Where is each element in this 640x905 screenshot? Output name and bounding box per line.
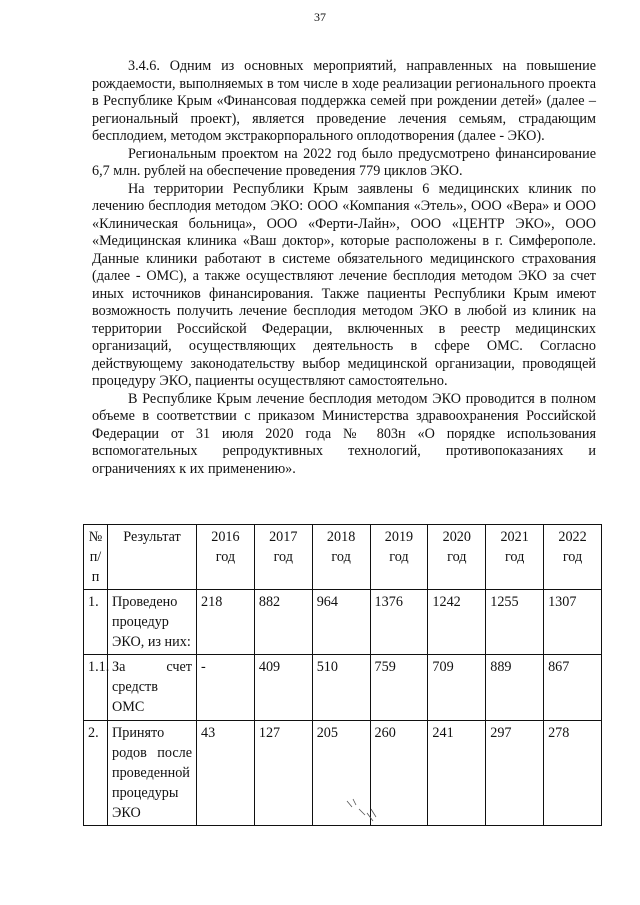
cell-value: 127 <box>254 721 312 826</box>
page-number: 37 <box>314 10 326 24</box>
pen-mark <box>343 795 383 825</box>
row-number: 2. <box>84 721 108 826</box>
header-result: Результат <box>108 525 197 590</box>
cell-value: 882 <box>254 590 312 655</box>
cell-value: 205 <box>312 721 370 826</box>
row-number: 1. <box>84 590 108 655</box>
cell-value: 241 <box>428 721 486 826</box>
cell-value: 43 <box>197 721 255 826</box>
paragraph: В Республике Крым лечение бесплодия методом ЭКО проводится в полном объеме в соответствии с приказом Министерства здравоохранения Российской Федерации от 31 июля 2020 года № 803н «О порядке использования вспомогательных репродуктивных технологий, противопоказаниях и ограничениях к их применению». <box>92 390 596 477</box>
cell-value: 278 <box>544 721 602 826</box>
table-row <box>84 655 602 721</box>
eco-results-table <box>83 524 602 826</box>
header-year: 2016 год <box>197 525 255 590</box>
header-year: 2020 год <box>428 525 486 590</box>
header-year: 2021 год <box>486 525 544 590</box>
paragraph: Региональным проектом на 2022 год было предусмотрено финансирование 6,7 млн. рублей на обеспечение проведения 779 циклов ЭКО. <box>92 145 596 179</box>
document-body <box>92 58 596 478</box>
cell-value: 297 <box>486 721 544 826</box>
row-result: Проведено процедур ЭКО, из них: <box>108 590 197 655</box>
cell-value: 1307 <box>544 590 602 655</box>
header-year: 2019 год <box>370 525 428 590</box>
cell-value: 510 <box>312 655 370 721</box>
cell-value: 709 <box>428 655 486 721</box>
cell-value: 1376 <box>370 590 428 655</box>
header-year: 2017 год <box>254 525 312 590</box>
cell-value: 409 <box>254 655 312 721</box>
cell-value: 1242 <box>428 590 486 655</box>
table-row <box>84 590 602 655</box>
cell-value: 1255 <box>486 590 544 655</box>
row-number: 1.1. <box>84 655 108 721</box>
cell-value: 964 <box>312 590 370 655</box>
cell-value: 260 <box>370 721 428 826</box>
cell-value: 759 <box>370 655 428 721</box>
cell-value: 218 <box>197 590 255 655</box>
header-number: № п/п <box>84 525 108 590</box>
row-result: Принято родов после проведенной процедуры ЭКО <box>108 721 197 826</box>
cell-value: 867 <box>544 655 602 721</box>
table-header-row <box>84 525 602 590</box>
paragraph: 3.4.6. Одним из основных мероприятий, направленных на повышение рождаемости, выполняемых в том числе в ходе реализации регионального проекта в Республике Крым «Финансовая поддержка семей при рождении детей» (далее – региональный проект), является проведение лечения семьям, страдающим бесплодием, методом экстракорпорального оплодотворения (далее - ЭКО). <box>92 58 596 144</box>
cell-value: 889 <box>486 655 544 721</box>
header-year: 2018 год <box>312 525 370 590</box>
header-year: 2022 год <box>544 525 602 590</box>
paragraph: На территории Республики Крым заявлены 6 медицинских клиник по лечению бесплодия методом ЭКО: ООО «Компания «Этель», ООО «Вера» и ООО «Клиническая больница», ООО «Ферти-Лайн», ООО «ЦЕНТР ЭКО», ООО «Медицинская клиника «Ваш доктор», которые расположены в г. Симферополе. Данные клиники работают в системе обязательного медицинского страхования (далее - ОМС), а также осуществляют лечение бесплодия методом ЭКО за счет иных источников финансирования. Также пациенты Республики Крым имеют возможность получить лечение бесплодия методом ЭКО в любой из клиник на территории Российской Федерации, включенных в реестр медицинских организаций, осуществляющих деятельность в сфере ОМС. Согласно действующему законодательству выбор медицинской организации, проводящей процедуру ЭКО, пациенты осуществляют самостоятельно. <box>92 180 596 389</box>
row-result: За счет средств ОМС <box>108 655 197 721</box>
cell-value: - <box>197 655 255 721</box>
